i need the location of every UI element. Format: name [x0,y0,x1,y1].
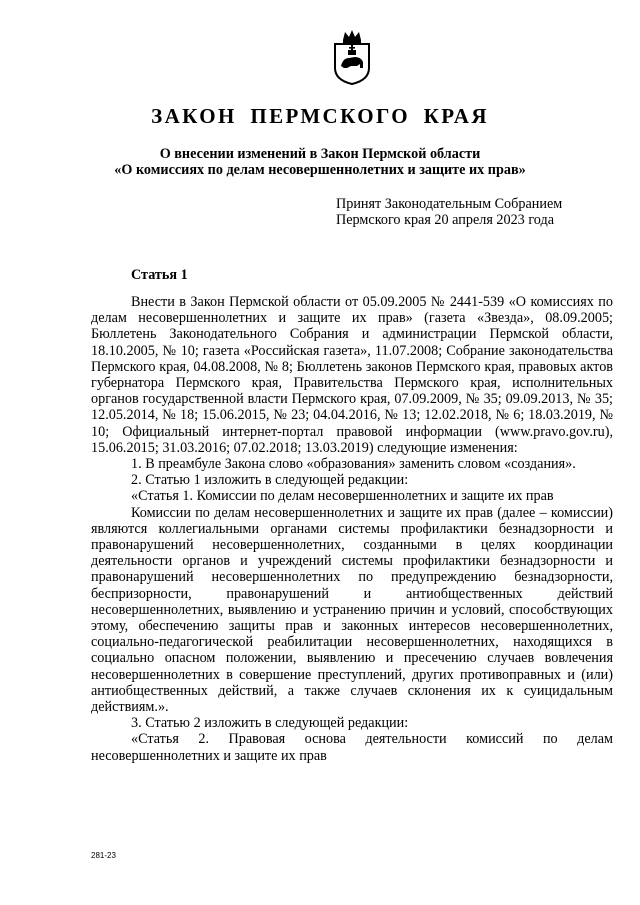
paragraph-intro: Внести в Закон Пермской области от 05.09.2005 № 2441-539 «О комиссиях по делам несовершеннолетних и защите их прав» (газета «Звезда», 08.09.2005; Бюллетень Законодательного Собрания и администрации Пермской области, 18.10.2005, № 10; газета «Российская газета», 11.07.2008; Собрание законодательства Пермского края, 04.08.2008, № 8; Бюллетень законов Пермского края, правовых актов губернатора Пермского края, Правительства Пермского края, исполнительных органов государственной власти Пермского края, 07.09.2009, № 35; 09.09.2013, № 35; 12.05.2014, № 18; 15.06.2015, № 23; 04.04.2016, № 13; 12.02.2018, № 6; 18.03.2019, № 10; Официальный интернет-портал правовой информации (www.pravo.gov.ru), 15.06.2015; 31.03.2016; 07.02.2018; 13.03.2019) следующие изменения: [91,294,613,456]
document-code: 281-23 [91,851,116,860]
perm-krai-coat-of-arms-icon [327,28,377,86]
subtitle-line-1: О внесении изменений в Закон Пермской области [159,146,481,162]
paragraph-item-2: 2. Статью 1 изложить в следующей редакции: [131,472,409,489]
law-title: ЗАКОН ПЕРМСКОГО КРАЯ [151,104,489,128]
article-1-heading: Статья 1 [131,267,188,283]
adoption-line-1: Принят Законодательным Собранием [336,196,563,212]
paragraph-article-1-title: «Статья 1. Комиссии по делам несовершеннолетних и защите их прав [131,488,554,505]
article-1-body [91,294,613,764]
subtitle-line-2: «О комиссиях по делам несовершеннолетних и защите их прав» [114,162,526,178]
law-subtitle [60,146,580,178]
paragraph-article-2-title: «Статья 2. Правовая основа деятельности комиссий по делам несовершеннолетних и защите их прав [91,731,613,764]
paragraph-item-3: 3. Статью 2 изложить в следующей редакции: [131,715,409,732]
adoption-note [336,197,596,228]
paragraph-commissions-definition: Комиссии по делам несовершеннолетних и защите их прав (далее – комиссии) являются коллегиальными органами системы профилактики безнадзорности и правонарушений несовершеннолетних, созданными в целях координации деятельности органов и учреждений системы профилактики безнадзорности и правонарушений несовершеннолетних по предупреждению безнадзорности, беспризорности, правонарушений и антиобщественных действий несовершеннолетних, выявлению и устранению причин и условий, способствующих этому, обеспечению защиты прав и законных интересов несовершеннолетних, социально-педагогической реабилитации несовершеннолетних, находящихся в социально опасном положении, выявлению и пресечению случаев вовлечения несовершеннолетних в совершение преступлений, других противоправных и (или) антиобщественных действий, а также случаев склонения их к суицидальным действиям.». [91,504,613,716]
adoption-line-2: Пермского края 20 апреля 2023 года [336,211,554,228]
paragraph-item-1: 1. В преамбуле Закона слово «образования» заменить словом «создания». [131,456,576,473]
